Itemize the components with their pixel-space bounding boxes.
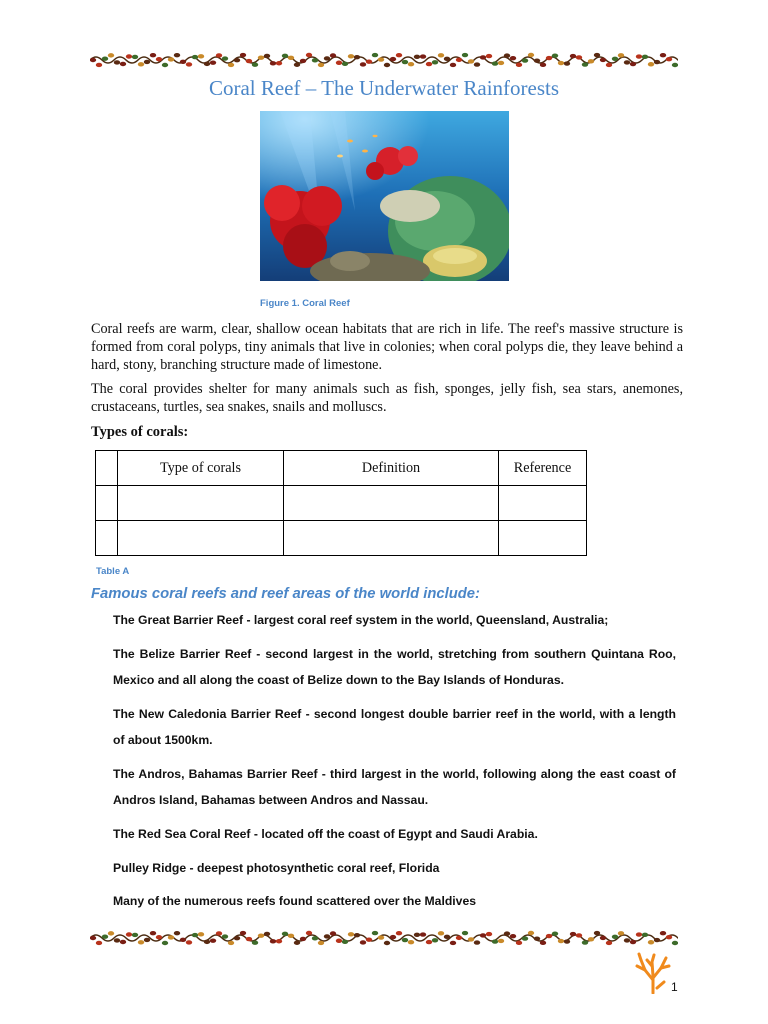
intro-paragraph: Coral reefs are warm, clear, shallow ocean habitats that are rich in life. The reef's massive structure is formed from coral polyps, tiny animals that live in colonies; when coral polyps die, they leave behind a hard, stony, branching structure made of limestone. (91, 321, 683, 373)
table-cell (284, 486, 499, 521)
table-header-cell: Definition (284, 451, 499, 486)
garland-border-bottom (90, 928, 678, 948)
coral-icon (633, 952, 673, 994)
reef-item-belize: The Belize Barrier Reef - second largest in the world, stretching from southern Quintana Roo, Mexico and all along the coast of Belize down to the Bay Islands of Honduras. (113, 647, 676, 687)
garland-border-top (90, 50, 678, 70)
table-cell (96, 521, 118, 556)
table-row (96, 486, 587, 521)
table-row (96, 521, 587, 556)
table-cell (499, 486, 587, 521)
types-heading: Types of corals: (91, 424, 189, 440)
table-header-row (96, 451, 587, 486)
coral-reef-photo (260, 111, 509, 281)
famous-reefs-heading: Famous coral reefs and reef areas of the world include: (91, 586, 480, 602)
reef-item-maldives: Many of the numerous reefs found scattered over the Maldives (113, 894, 477, 908)
table-cell (499, 521, 587, 556)
table-header-cell (96, 451, 118, 486)
table-cell (284, 521, 499, 556)
reef-item-pulley-ridge: Pulley Ridge - deepest photosynthetic coral reef, Florida (113, 861, 440, 875)
reef-item-new-caledonia: The New Caledonia Barrier Reef - second longest double barrier reef in the world, with a length of about 1500km. (113, 707, 676, 747)
table-header-cell: Type of corals (118, 451, 284, 486)
table-cell (118, 521, 284, 556)
reef-item-great-barrier: The Great Barrier Reef - largest coral reef system in the world, Queensland, Australia; (113, 613, 609, 627)
page-title: Coral Reef – The Underwater Rainforests (208, 76, 560, 100)
coral-types-table (95, 450, 587, 556)
figure-caption: Figure 1. Coral Reef (260, 298, 350, 309)
table-cell (96, 486, 118, 521)
table-caption: Table A (96, 566, 130, 577)
table-cell (118, 486, 284, 521)
reef-item-andros: The Andros, Bahamas Barrier Reef - third largest in the world, following along the east coast of Andros Island, Bahamas between Andros and Nassau. (113, 767, 676, 807)
table-header-cell: Reference (499, 451, 587, 486)
reef-item-red-sea: The Red Sea Coral Reef - located off the coast of Egypt and Saudi Arabia. (113, 827, 538, 841)
page-number: 1 (671, 980, 678, 994)
shelter-paragraph: The coral provides shelter for many animals such as fish, sponges, jelly fish, sea stars, anemones, crustaceans, turtles, sea snakes, snails and molluscs. (91, 381, 683, 415)
